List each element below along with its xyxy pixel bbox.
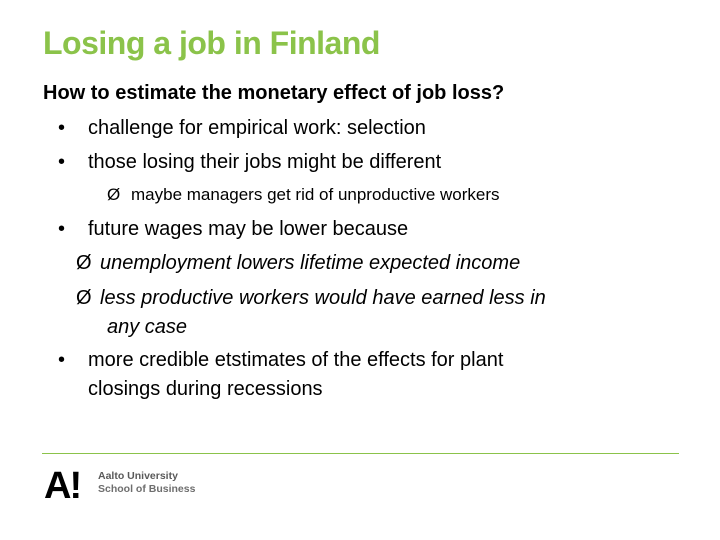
bullet-item bbox=[58, 349, 503, 372]
bullet-text: those losing their jobs might be different bbox=[88, 151, 442, 173]
arrow-icon: Ø bbox=[107, 185, 121, 204]
bullet-continuation: closings during recessions bbox=[88, 378, 323, 400]
sub-bullet-item bbox=[107, 185, 500, 205]
arrow-icon: Ø bbox=[76, 252, 92, 274]
sub-bullet-item bbox=[76, 287, 546, 310]
bullet-item bbox=[58, 117, 426, 140]
bullet-text: challenge for empirical work: selection bbox=[88, 117, 426, 139]
slide-subtitle: How to estimate the monetary effect of job loss? bbox=[43, 82, 505, 104]
logo-line-school: School of Business bbox=[98, 483, 196, 495]
sub-bullet-text: unemployment lowers lifetime expected income bbox=[100, 252, 521, 274]
arrow-icon: Ø bbox=[76, 287, 92, 309]
bullet-icon: • bbox=[58, 117, 66, 139]
sub-bullet-text: maybe managers get rid of unproductive workers bbox=[131, 185, 500, 204]
footer-divider bbox=[42, 453, 679, 454]
aalto-logo-text bbox=[98, 470, 195, 496]
aalto-logo-icon: A! bbox=[44, 465, 81, 507]
bullet-icon: • bbox=[58, 218, 66, 240]
sub-bullet-item bbox=[76, 252, 520, 275]
slide-title: Losing a job in Finland bbox=[43, 25, 380, 61]
sub-bullet-text: less productive workers would have earned less in bbox=[100, 287, 546, 309]
bullet-item bbox=[58, 218, 408, 241]
logo-line-university: Aalto University bbox=[98, 470, 178, 482]
bullet-item bbox=[58, 151, 441, 174]
bullet-text: future wages may be lower because bbox=[88, 218, 409, 240]
bullet-text: more credible etstimates of the effects for plant bbox=[88, 349, 504, 371]
bullet-icon: • bbox=[58, 349, 66, 371]
bullet-icon: • bbox=[58, 151, 66, 173]
sub-bullet-continuation: any case bbox=[107, 316, 188, 338]
